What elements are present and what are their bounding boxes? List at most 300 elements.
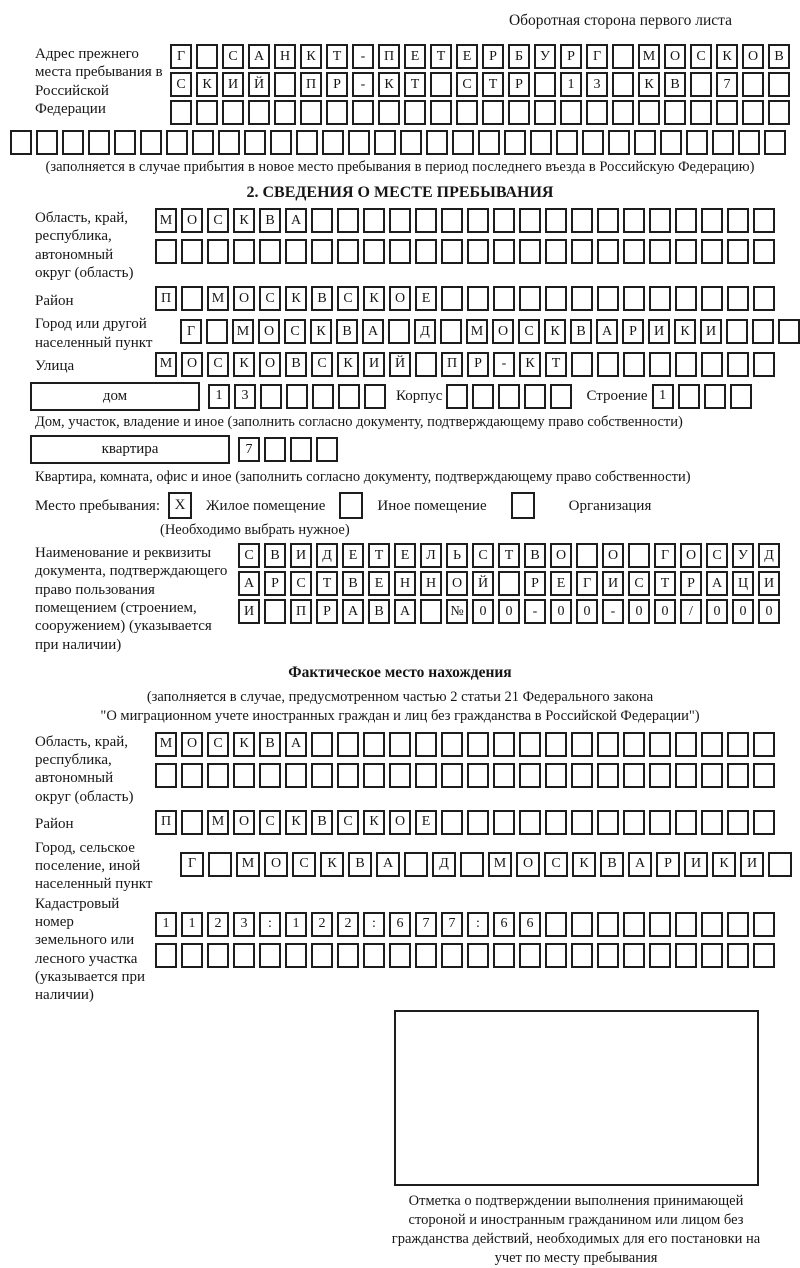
form-cell[interactable]: С	[222, 44, 244, 69]
form-cell[interactable]: 6	[389, 912, 411, 937]
form-cell[interactable]	[155, 763, 177, 788]
form-cell[interactable]: В	[259, 208, 281, 233]
form-cell[interactable]	[530, 130, 552, 155]
form-cell[interactable]: С	[207, 208, 229, 233]
form-cell[interactable]: К	[716, 44, 738, 69]
form-cell[interactable]: М	[466, 319, 488, 344]
form-cell[interactable]	[519, 763, 541, 788]
form-cell[interactable]: О	[389, 810, 411, 835]
form-cell[interactable]: С	[290, 571, 312, 596]
checkbox-inoe[interactable]	[339, 492, 363, 519]
form-cell[interactable]: А	[285, 208, 307, 233]
form-cell[interactable]: 0	[498, 599, 520, 624]
form-cell[interactable]: М	[155, 732, 177, 757]
form-cell[interactable]	[181, 239, 203, 264]
form-cell[interactable]	[638, 100, 660, 125]
form-cell[interactable]	[675, 239, 697, 264]
form-cell[interactable]	[545, 912, 567, 937]
form-cell[interactable]	[233, 239, 255, 264]
form-cell[interactable]: П	[441, 352, 463, 377]
form-cell[interactable]: С	[311, 352, 333, 377]
form-cell[interactable]	[208, 852, 232, 877]
form-cell[interactable]: И	[648, 319, 670, 344]
form-cell[interactable]	[326, 100, 348, 125]
form-cell[interactable]: Р	[482, 44, 504, 69]
form-cell[interactable]	[597, 763, 619, 788]
form-cell[interactable]	[36, 130, 58, 155]
form-cell[interactable]	[181, 286, 203, 311]
form-cell[interactable]: Т	[404, 72, 426, 97]
form-cell[interactable]	[207, 763, 229, 788]
form-cell[interactable]	[389, 763, 411, 788]
form-cell[interactable]	[712, 130, 734, 155]
form-cell[interactable]	[612, 72, 634, 97]
form-cell[interactable]	[571, 239, 593, 264]
form-cell[interactable]	[233, 763, 255, 788]
form-cell[interactable]	[623, 943, 645, 968]
form-cell[interactable]	[701, 810, 723, 835]
form-cell[interactable]	[88, 130, 110, 155]
form-cell[interactable]	[311, 239, 333, 264]
form-cell[interactable]	[415, 732, 437, 757]
form-cell[interactable]: И	[758, 571, 780, 596]
form-cell[interactable]	[753, 239, 775, 264]
form-cell[interactable]	[337, 763, 359, 788]
form-cell[interactable]: Г	[170, 44, 192, 69]
form-cell[interactable]	[634, 130, 656, 155]
form-cell[interactable]	[441, 286, 463, 311]
form-cell[interactable]	[337, 943, 359, 968]
form-cell[interactable]: А	[342, 599, 364, 624]
form-cell[interactable]: С	[207, 352, 229, 377]
form-cell[interactable]	[571, 286, 593, 311]
form-cell[interactable]: В	[368, 599, 390, 624]
form-cell[interactable]	[675, 352, 697, 377]
form-cell[interactable]: А	[628, 852, 652, 877]
form-cell[interactable]	[181, 763, 203, 788]
form-cell[interactable]: С	[337, 286, 359, 311]
form-cell[interactable]	[62, 130, 84, 155]
form-cell[interactable]	[727, 912, 749, 937]
form-cell[interactable]: Й	[248, 72, 270, 97]
form-cell[interactable]	[286, 384, 308, 409]
form-cell[interactable]	[519, 239, 541, 264]
form-cell[interactable]	[623, 912, 645, 937]
form-cell[interactable]	[612, 44, 634, 69]
form-cell[interactable]: С	[259, 810, 281, 835]
form-cell[interactable]	[768, 72, 790, 97]
form-cell[interactable]: 0	[654, 599, 676, 624]
form-cell[interactable]	[701, 352, 723, 377]
form-cell[interactable]	[768, 100, 790, 125]
form-cell[interactable]	[206, 319, 228, 344]
form-cell[interactable]: -	[352, 72, 374, 97]
form-cell[interactable]	[649, 239, 671, 264]
form-cell[interactable]: 3	[234, 384, 256, 409]
form-cell[interactable]	[10, 130, 32, 155]
form-cell[interactable]	[753, 732, 775, 757]
form-cell[interactable]	[623, 239, 645, 264]
form-cell[interactable]	[675, 763, 697, 788]
form-cell[interactable]: М	[638, 44, 660, 69]
form-cell[interactable]	[649, 943, 671, 968]
form-cell[interactable]	[389, 943, 411, 968]
form-cell[interactable]: Й	[472, 571, 494, 596]
form-cell[interactable]	[467, 732, 489, 757]
form-cell[interactable]: П	[378, 44, 400, 69]
form-cell[interactable]	[472, 384, 494, 409]
form-cell[interactable]	[404, 100, 426, 125]
form-cell[interactable]: 1	[560, 72, 582, 97]
form-cell[interactable]: К	[712, 852, 736, 877]
form-cell[interactable]	[311, 763, 333, 788]
form-cell[interactable]: Т	[430, 44, 452, 69]
form-cell[interactable]: 2	[337, 912, 359, 937]
form-cell[interactable]	[545, 943, 567, 968]
form-cell[interactable]: Т	[326, 44, 348, 69]
form-cell[interactable]	[389, 732, 411, 757]
form-cell[interactable]: О	[181, 208, 203, 233]
form-cell[interactable]: С	[259, 286, 281, 311]
form-cell[interactable]: 0	[550, 599, 572, 624]
form-cell[interactable]: С	[337, 810, 359, 835]
form-cell[interactable]	[322, 130, 344, 155]
form-cell[interactable]: С	[207, 732, 229, 757]
form-cell[interactable]: Р	[316, 599, 338, 624]
form-cell[interactable]	[259, 763, 281, 788]
form-cell[interactable]: В	[348, 852, 372, 877]
form-cell[interactable]: Г	[654, 543, 676, 568]
form-cell[interactable]: К	[300, 44, 322, 69]
form-cell[interactable]: Е	[415, 286, 437, 311]
form-cell[interactable]: Е	[415, 810, 437, 835]
form-cell[interactable]	[300, 100, 322, 125]
form-cell[interactable]	[727, 286, 749, 311]
form-cell[interactable]	[181, 810, 203, 835]
form-cell[interactable]: В	[768, 44, 790, 69]
form-cell[interactable]: И	[222, 72, 244, 97]
form-cell[interactable]: К	[638, 72, 660, 97]
form-cell[interactable]	[430, 100, 452, 125]
form-cell[interactable]	[571, 912, 593, 937]
form-cell[interactable]	[608, 130, 630, 155]
form-cell[interactable]	[260, 384, 282, 409]
form-cell[interactable]	[778, 319, 800, 344]
form-cell[interactable]	[508, 100, 530, 125]
form-cell[interactable]: Д	[316, 543, 338, 568]
form-cell[interactable]: Л	[420, 543, 442, 568]
form-cell[interactable]: К	[363, 810, 385, 835]
form-cell[interactable]: О	[258, 319, 280, 344]
form-cell[interactable]	[727, 352, 749, 377]
form-cell[interactable]: А	[706, 571, 728, 596]
form-cell[interactable]: П	[155, 286, 177, 311]
form-cell[interactable]	[467, 763, 489, 788]
form-cell[interactable]: Г	[180, 852, 204, 877]
form-cell[interactable]: К	[285, 286, 307, 311]
form-cell[interactable]: Т	[545, 352, 567, 377]
form-cell[interactable]	[493, 943, 515, 968]
form-cell[interactable]: С	[706, 543, 728, 568]
form-cell[interactable]	[597, 810, 619, 835]
form-cell[interactable]: 0	[732, 599, 754, 624]
form-cell[interactable]: О	[492, 319, 514, 344]
form-cell[interactable]	[623, 352, 645, 377]
form-cell[interactable]	[649, 810, 671, 835]
form-cell[interactable]	[430, 72, 452, 97]
form-cell[interactable]	[727, 763, 749, 788]
form-cell[interactable]	[114, 130, 136, 155]
form-cell[interactable]: О	[742, 44, 764, 69]
form-cell[interactable]	[420, 599, 442, 624]
form-cell[interactable]: 2	[207, 912, 229, 937]
form-cell[interactable]	[686, 130, 708, 155]
form-cell[interactable]: О	[550, 543, 572, 568]
form-cell[interactable]: К	[378, 72, 400, 97]
form-cell[interactable]	[259, 943, 281, 968]
form-cell[interactable]: :	[467, 912, 489, 937]
form-cell[interactable]	[623, 732, 645, 757]
form-cell[interactable]: П	[155, 810, 177, 835]
form-cell[interactable]	[285, 239, 307, 264]
form-cell[interactable]	[493, 208, 515, 233]
form-cell[interactable]: В	[600, 852, 624, 877]
form-cell[interactable]	[337, 239, 359, 264]
form-cell[interactable]: К	[337, 352, 359, 377]
form-cell[interactable]	[467, 239, 489, 264]
form-cell[interactable]: С	[690, 44, 712, 69]
form-cell[interactable]: С	[238, 543, 260, 568]
form-cell[interactable]: О	[181, 352, 203, 377]
form-cell[interactable]	[207, 239, 229, 264]
checkbox-zhiloe[interactable]: X	[168, 492, 192, 519]
form-cell[interactable]: О	[264, 852, 288, 877]
form-cell[interactable]	[363, 763, 385, 788]
form-cell[interactable]	[441, 732, 463, 757]
form-cell[interactable]	[571, 352, 593, 377]
form-cell[interactable]	[415, 763, 437, 788]
form-cell[interactable]	[415, 352, 437, 377]
form-cell[interactable]	[467, 810, 489, 835]
form-cell[interactable]	[768, 852, 792, 877]
form-cell[interactable]: :	[259, 912, 281, 937]
form-cell[interactable]	[363, 239, 385, 264]
form-cell[interactable]	[764, 130, 786, 155]
form-cell[interactable]: С	[456, 72, 478, 97]
form-cell[interactable]	[363, 943, 385, 968]
form-cell[interactable]	[623, 810, 645, 835]
form-cell[interactable]: С	[170, 72, 192, 97]
form-cell[interactable]	[467, 943, 489, 968]
form-cell[interactable]	[742, 72, 764, 97]
form-cell[interactable]: С	[472, 543, 494, 568]
form-cell[interactable]	[274, 72, 296, 97]
form-cell[interactable]: Р	[467, 352, 489, 377]
form-cell[interactable]	[264, 437, 286, 462]
form-cell[interactable]	[576, 543, 598, 568]
form-cell[interactable]: А	[376, 852, 400, 877]
form-cell[interactable]	[649, 208, 671, 233]
form-cell[interactable]: -	[524, 599, 546, 624]
form-cell[interactable]	[192, 130, 214, 155]
form-cell[interactable]: Е	[404, 44, 426, 69]
form-cell[interactable]	[270, 130, 292, 155]
form-cell[interactable]	[415, 239, 437, 264]
form-cell[interactable]: М	[488, 852, 512, 877]
form-cell[interactable]: Т	[482, 72, 504, 97]
form-cell[interactable]: В	[311, 286, 333, 311]
form-cell[interactable]	[400, 130, 422, 155]
form-cell[interactable]: С	[284, 319, 306, 344]
form-cell[interactable]: П	[290, 599, 312, 624]
form-cell[interactable]	[519, 286, 541, 311]
form-cell[interactable]: О	[233, 810, 255, 835]
form-cell[interactable]: Г	[180, 319, 202, 344]
form-cell[interactable]	[704, 384, 726, 409]
form-cell[interactable]	[727, 943, 749, 968]
form-cell[interactable]	[493, 239, 515, 264]
form-cell[interactable]	[675, 732, 697, 757]
form-cell[interactable]	[140, 130, 162, 155]
form-cell[interactable]	[196, 44, 218, 69]
form-cell[interactable]	[311, 943, 333, 968]
form-cell[interactable]: К	[196, 72, 218, 97]
form-cell[interactable]	[374, 130, 396, 155]
form-cell[interactable]: №	[446, 599, 468, 624]
form-cell[interactable]	[452, 130, 474, 155]
form-cell[interactable]: М	[207, 810, 229, 835]
form-cell[interactable]	[296, 130, 318, 155]
form-cell[interactable]: Ц	[732, 571, 754, 596]
form-cell[interactable]: 1	[285, 912, 307, 937]
form-cell[interactable]	[545, 763, 567, 788]
form-cell[interactable]	[181, 943, 203, 968]
form-cell[interactable]: 6	[519, 912, 541, 937]
form-cell[interactable]: К	[233, 208, 255, 233]
form-cell[interactable]	[623, 286, 645, 311]
form-cell[interactable]: -	[602, 599, 624, 624]
form-cell[interactable]	[571, 732, 593, 757]
form-cell[interactable]	[560, 100, 582, 125]
form-cell[interactable]: К	[320, 852, 344, 877]
form-cell[interactable]	[311, 208, 333, 233]
form-cell[interactable]	[753, 763, 775, 788]
form-cell[interactable]	[493, 732, 515, 757]
form-cell[interactable]	[337, 732, 359, 757]
form-cell[interactable]: Р	[524, 571, 546, 596]
form-cell[interactable]	[582, 130, 604, 155]
form-cell[interactable]: М	[207, 286, 229, 311]
form-cell[interactable]	[612, 100, 634, 125]
form-cell[interactable]: М	[155, 208, 177, 233]
form-cell[interactable]	[364, 384, 386, 409]
form-cell[interactable]	[440, 319, 462, 344]
form-cell[interactable]	[753, 912, 775, 937]
form-cell[interactable]	[285, 763, 307, 788]
form-cell[interactable]: -	[352, 44, 374, 69]
form-cell[interactable]: К	[572, 852, 596, 877]
form-cell[interactable]: О	[664, 44, 686, 69]
form-cell[interactable]	[701, 286, 723, 311]
form-cell[interactable]: 7	[415, 912, 437, 937]
form-cell[interactable]: В	[285, 352, 307, 377]
form-cell[interactable]: К	[285, 810, 307, 835]
form-cell[interactable]	[753, 352, 775, 377]
form-cell[interactable]: 1	[181, 912, 203, 937]
form-cell[interactable]: У	[534, 44, 556, 69]
form-cell[interactable]	[597, 352, 619, 377]
form-cell[interactable]	[545, 239, 567, 264]
form-cell[interactable]: 3	[233, 912, 255, 937]
form-cell[interactable]: И	[290, 543, 312, 568]
form-cell[interactable]	[248, 100, 270, 125]
form-cell[interactable]	[482, 100, 504, 125]
form-cell[interactable]: Р	[326, 72, 348, 97]
form-cell[interactable]: П	[300, 72, 322, 97]
form-cell[interactable]	[660, 130, 682, 155]
form-cell[interactable]	[571, 763, 593, 788]
form-cell[interactable]: К	[310, 319, 332, 344]
form-cell[interactable]	[730, 384, 752, 409]
form-cell[interactable]: Г	[576, 571, 598, 596]
form-cell[interactable]	[441, 239, 463, 264]
form-cell[interactable]: О	[259, 352, 281, 377]
form-cell[interactable]	[664, 100, 686, 125]
form-cell[interactable]: 6	[493, 912, 515, 937]
form-cell[interactable]	[597, 732, 619, 757]
form-cell[interactable]	[348, 130, 370, 155]
form-cell[interactable]	[290, 437, 312, 462]
form-cell[interactable]: М	[236, 852, 260, 877]
form-cell[interactable]: 1	[155, 912, 177, 937]
form-cell[interactable]	[519, 732, 541, 757]
form-cell[interactable]: В	[311, 810, 333, 835]
form-cell[interactable]	[701, 732, 723, 757]
form-cell[interactable]: А	[248, 44, 270, 69]
form-cell[interactable]: Е	[368, 571, 390, 596]
form-cell[interactable]	[222, 100, 244, 125]
form-cell[interactable]	[675, 943, 697, 968]
form-cell[interactable]	[545, 732, 567, 757]
form-cell[interactable]: В	[342, 571, 364, 596]
form-cell[interactable]	[519, 943, 541, 968]
form-cell[interactable]	[727, 732, 749, 757]
form-cell[interactable]: Р	[264, 571, 286, 596]
form-cell[interactable]: С	[292, 852, 316, 877]
form-cell[interactable]	[441, 810, 463, 835]
form-cell[interactable]: Ь	[446, 543, 468, 568]
form-cell[interactable]	[456, 100, 478, 125]
form-cell[interactable]: 2	[311, 912, 333, 937]
form-cell[interactable]	[363, 732, 385, 757]
form-cell[interactable]: В	[524, 543, 546, 568]
form-cell[interactable]	[426, 130, 448, 155]
form-cell[interactable]	[545, 810, 567, 835]
form-cell[interactable]	[649, 763, 671, 788]
form-cell[interactable]: К	[674, 319, 696, 344]
form-cell[interactable]	[352, 100, 374, 125]
form-cell[interactable]: Н	[274, 44, 296, 69]
form-cell[interactable]: И	[684, 852, 708, 877]
form-cell[interactable]: А	[285, 732, 307, 757]
form-cell[interactable]	[498, 384, 520, 409]
form-cell[interactable]	[166, 130, 188, 155]
form-cell[interactable]	[649, 732, 671, 757]
form-cell[interactable]	[460, 852, 484, 877]
form-cell[interactable]: Р	[680, 571, 702, 596]
form-cell[interactable]: 0	[472, 599, 494, 624]
form-cell[interactable]	[675, 208, 697, 233]
